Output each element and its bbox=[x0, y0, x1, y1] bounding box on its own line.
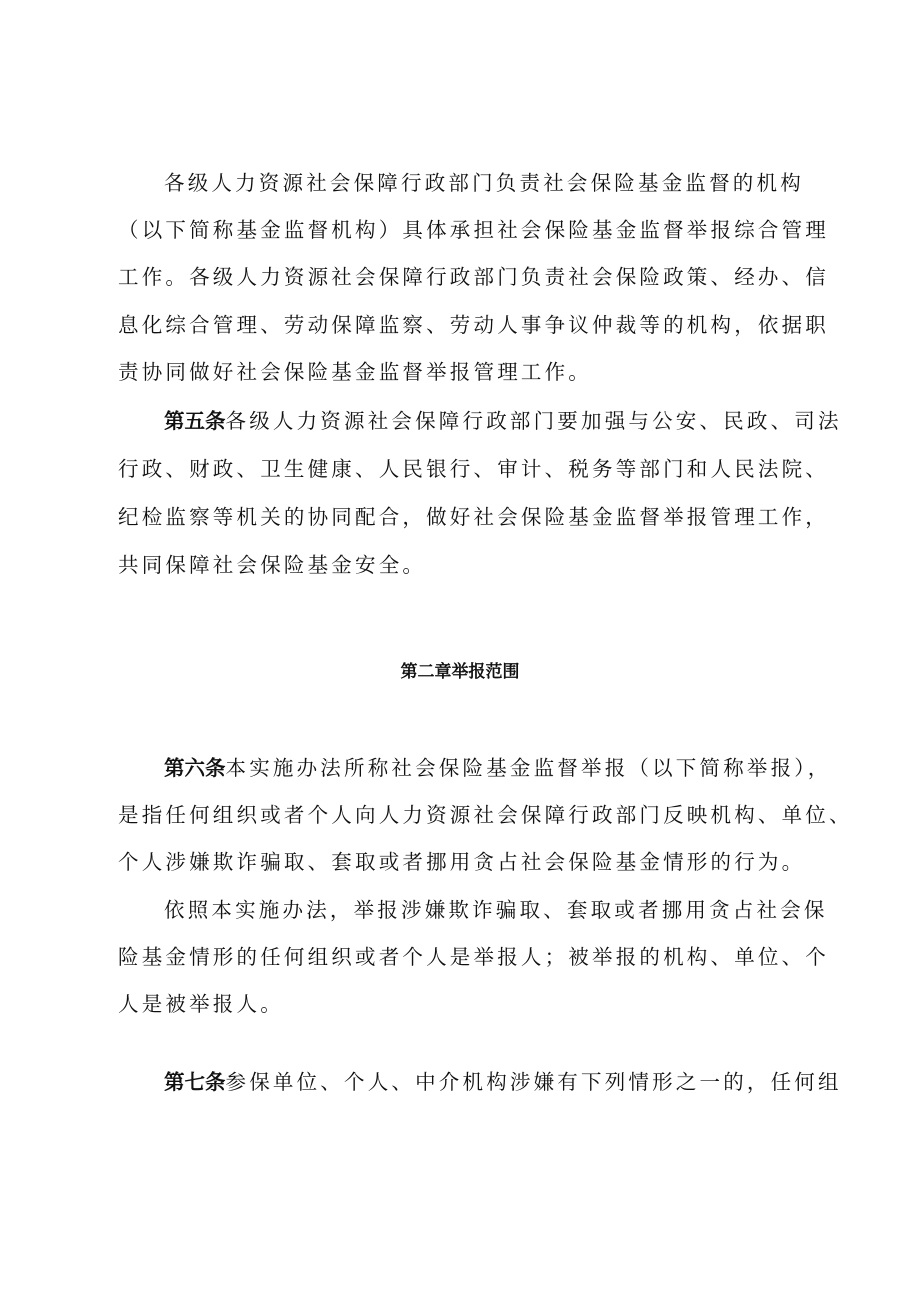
article-6-line-2: 是指任何组织或者个人向人力资源社会保障行政部门反映机构、单位、 bbox=[118, 803, 853, 827]
article-6-label: 第六条 bbox=[164, 756, 226, 780]
paragraph-1-line-4: 息化综合管理、劳动保障监察、劳动人事争议仲裁等的机构，依据职 bbox=[118, 313, 829, 337]
article-7-label: 第七条 bbox=[164, 1070, 226, 1094]
paragraph-2-line-2: 险基金情形的任何组织或者个人是举报人；被举报的机构、单位、个 bbox=[118, 945, 829, 969]
article-7-text: 参保单位、个人、中介机构涉嫌有下列情形之一的，任何组 bbox=[225, 1070, 842, 1094]
paragraph-1-line-5: 责协同做好社会保险基金监督举报管理工作。 bbox=[118, 360, 592, 384]
article-6-line-3: 个人涉嫌欺诈骗取、套取或者挪用贪占社会保险基金情形的行为。 bbox=[118, 850, 806, 874]
article-5-label: 第五条 bbox=[164, 409, 226, 433]
article-5-line-4: 共同保障社会保险基金安全。 bbox=[118, 553, 427, 577]
article-5-text: 各级人力资源社会保障行政部门要加强与公安、民政、司法 bbox=[225, 409, 842, 433]
paragraph-1-line-3: 工作。各级人力资源社会保障行政部门负责社会保险政策、经办、信 bbox=[118, 265, 829, 289]
article-5-line-1 bbox=[164, 404, 842, 438]
paragraph-2-line-1: 依照本实施办法，举报涉嫌欺诈骗取、套取或者挪用贪占社会保 bbox=[164, 898, 828, 922]
article-7-line-1 bbox=[164, 1065, 842, 1099]
article-5-line-3: 纪检监察等机关的协同配合，做好社会保险基金监督举报管理工作， bbox=[118, 505, 829, 529]
article-6-text: 本实施办法所称社会保险基金监督举报（以下简称举报）， bbox=[225, 756, 832, 780]
article-6-line-1 bbox=[164, 751, 831, 785]
paragraph-2-line-3: 人是被举报人。 bbox=[118, 992, 284, 1016]
paragraph-1-line-1: 各级人力资源社会保障行政部门负责社会保险基金监督的机构 bbox=[164, 171, 804, 195]
paragraph-1-line-2: （以下简称基金监督机构）具体承担社会保险基金监督举报综合管理 bbox=[118, 218, 829, 242]
chapter-2-heading: 第二章举报范围 bbox=[400, 662, 520, 682]
article-5-line-2: 行政、财政、卫生健康、人民银行、审计、税务等部门和人民法院、 bbox=[118, 457, 829, 481]
